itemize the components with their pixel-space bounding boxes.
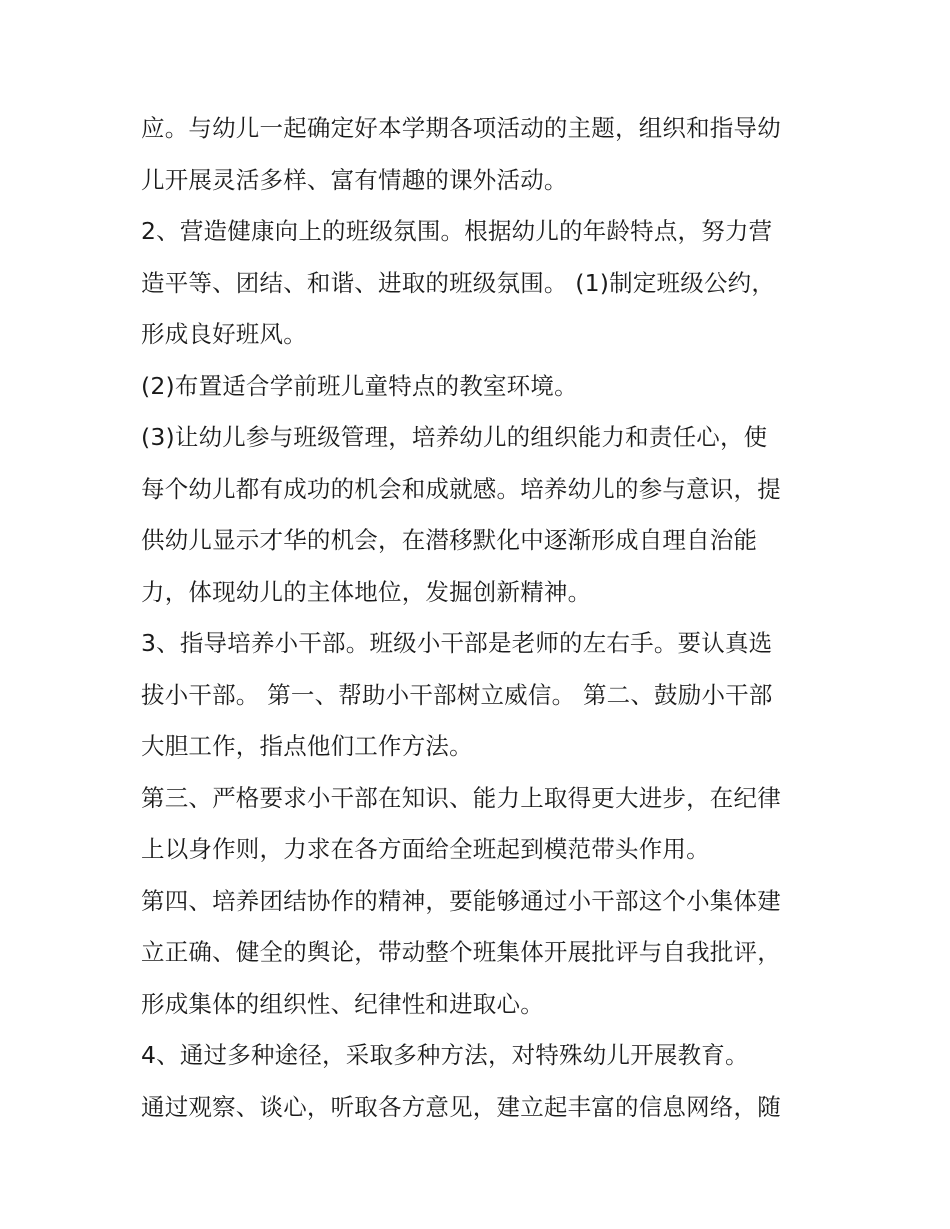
text-line: 4、通过多种途径，采取多种方法，对特殊幼儿开展教育。 <box>141 1041 749 1069</box>
text-line: (3)让幼儿参与班级管理，培养幼儿的组织能力和责任心，使 <box>141 423 768 451</box>
text-line: 3、指导培养小干部。班级小干部是老师的左右手。要认真选 <box>141 629 773 657</box>
text-line: 供幼儿显示才华的机会，在潜移默化中逐渐形成自理自治能 <box>141 526 758 554</box>
text-line: 第三、严格要求小干部在知识、能力上取得更大进步，在纪律 <box>141 783 781 812</box>
text-line: 拔小干部。 第一、帮助小干部树立威信。 第二、鼓励小干部 <box>141 680 773 709</box>
text-line: 立正确、健全的舆论，带动整个班集体开展批评与自我批评， <box>141 938 781 966</box>
text-line: 力，体现幼儿的主体地位，发掘创新精神。 <box>141 577 592 606</box>
document-body <box>141 103 816 1133</box>
text-line: 造平等、团结、和谐、进取的班级氛围。 (1)制定班级公约， <box>141 268 776 297</box>
text-line: 2、营造健康向上的班级氛围。根据幼儿的年龄特点，努力营 <box>141 217 773 245</box>
text-line: 应。与幼儿一起确定好本学期各项活动的主题，组织和指导幼 <box>141 114 781 142</box>
text-line: 儿开展灵活多样、富有情趣的课外活动。 <box>141 165 568 194</box>
text-line: 形成集体的组织性、纪律性和进取心。 <box>141 989 544 1018</box>
text-line: 第四、培养团结协作的精神，要能够通过小干部这个小集体建 <box>141 886 781 915</box>
text-line: 每个幼儿都有成功的机会和成就感。培养幼儿的参与意识，提 <box>141 474 781 503</box>
text-line: 上以身作则，力求在各方面给全班起到模范带头作用。 <box>141 835 710 863</box>
text-line: 通过观察、谈心，听取各方意见，建立起丰富的信息网络，随 <box>141 1092 781 1121</box>
text-line: (2)布置适合学前班儿童特点的教室环境。 <box>141 371 578 400</box>
text-line: 大胆工作，指点他们工作方法。 <box>141 732 473 760</box>
text-line: 形成良好班风。 <box>141 320 307 348</box>
